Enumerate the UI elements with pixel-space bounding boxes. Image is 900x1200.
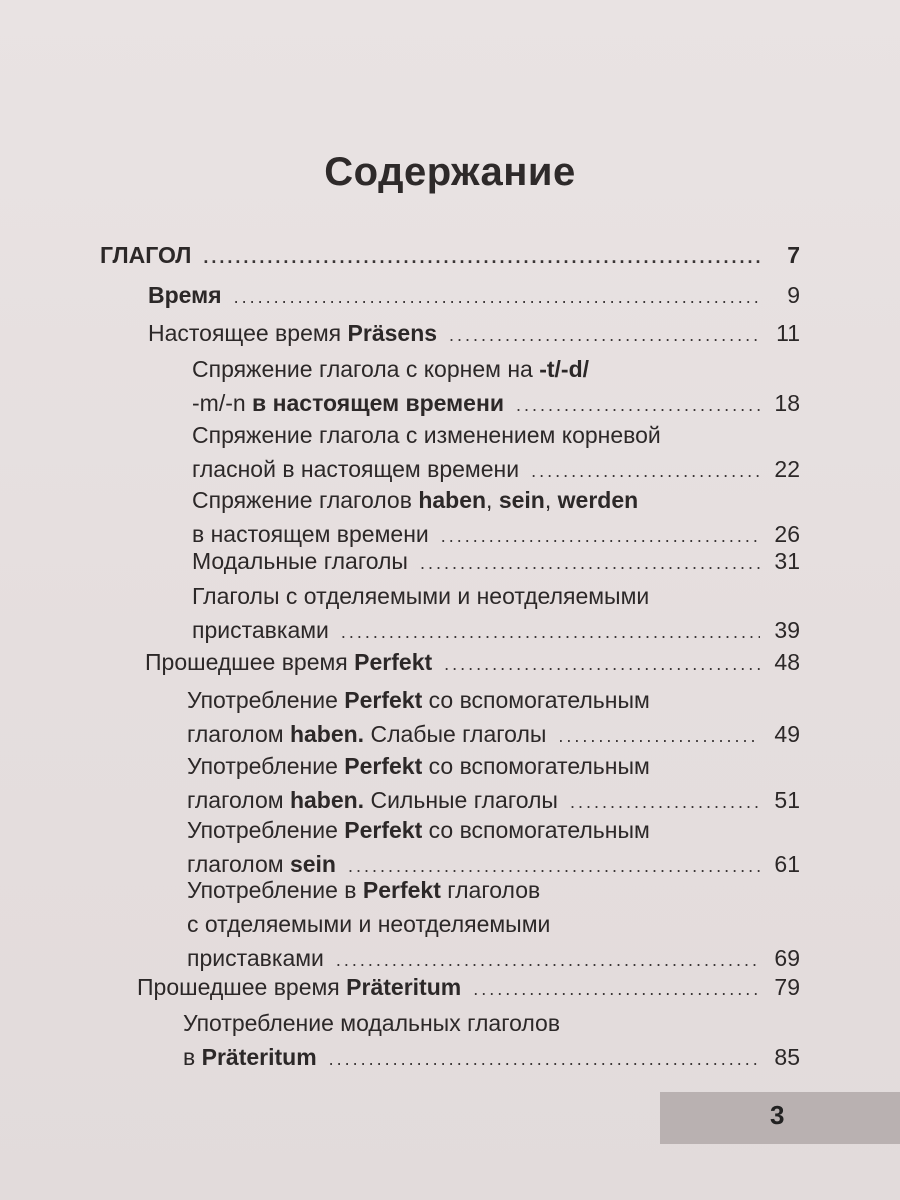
toc-entry [192, 418, 800, 488]
toc-page-number: 26 [774, 521, 800, 547]
toc-entry [183, 1006, 800, 1076]
toc-text-segment: -m/-n [192, 390, 246, 416]
german-term: haben [418, 487, 487, 513]
toc-text-segment: Глаголы с отделяемыми и неотделяемыми [192, 583, 650, 609]
dot-leader [341, 615, 760, 649]
toc-text-segment: Употребление [187, 687, 345, 713]
toc-text-segment: Спряжение глагола с корнем на [192, 356, 540, 382]
toc-text-segment: со вспомогательным [422, 687, 650, 713]
toc-text-segment: глаголом [187, 851, 290, 877]
toc-text-segment: Слабые глаголы [364, 721, 547, 747]
toc-page-number: 69 [774, 945, 800, 971]
toc-text-segment: глаголом [187, 787, 290, 813]
toc-page-number: 31 [774, 548, 800, 574]
dot-leader [444, 647, 760, 681]
dot-leader [420, 546, 760, 580]
toc-page-number: 11 [776, 320, 800, 346]
toc-entry-text [187, 907, 550, 941]
toc-entry-text [192, 613, 329, 647]
toc-text-segment: со вспомогательным [422, 817, 650, 843]
toc-text-segment: , [486, 487, 499, 513]
toc-text-segment: Употребление в [187, 877, 363, 903]
toc-text-segment: Настоящее время [148, 320, 348, 346]
toc-entry-text [192, 452, 519, 486]
dot-leader [203, 240, 760, 274]
toc-page-number: 18 [774, 390, 800, 416]
toc-entry-text [187, 749, 650, 783]
toc-text-segment: Модальные глаголы [192, 548, 408, 574]
toc-entry [187, 683, 800, 753]
toc-entry-text [187, 783, 558, 817]
german-term: Perfekt [344, 753, 423, 779]
toc-text-segment: Прошедшее время [145, 649, 355, 675]
german-term: sein [498, 487, 545, 513]
toc-entry [137, 970, 800, 1006]
toc-entry-text [187, 873, 540, 907]
toc-text-segment: ГЛАГОЛ [100, 242, 192, 268]
toc-text-segment: Употребление модальных глаголов [183, 1010, 561, 1036]
toc-text-segment: , [544, 487, 558, 513]
toc-entry-text [192, 418, 661, 452]
toc-page-number: 61 [774, 851, 800, 877]
german-term: Perfekt [354, 649, 433, 675]
toc-page-number: 9 [787, 282, 800, 308]
dot-leader [473, 972, 760, 1006]
german-term: werden [557, 487, 639, 513]
german-term: Präteritum [346, 974, 462, 1000]
toc-page-number: 79 [774, 974, 800, 1000]
toc-entry-text [100, 238, 191, 272]
toc-page-number: 49 [774, 721, 800, 747]
toc-page-number: 7 [787, 242, 800, 268]
toc-text-segment: в настоящем времени [192, 521, 429, 547]
toc-entry-text [148, 316, 437, 350]
toc-entry-text [192, 544, 408, 578]
toc-entry-text [192, 483, 638, 517]
toc-text-segment: глаголов [440, 877, 541, 903]
dot-leader [329, 1042, 760, 1076]
toc-entry [100, 238, 800, 274]
toc-page-number: 85 [774, 1044, 800, 1070]
toc-entry-text [183, 1006, 560, 1040]
toc-page-number: 51 [774, 787, 800, 813]
toc-page-number: 22 [774, 456, 800, 482]
page-title: Содержание [324, 150, 576, 194]
toc-text-segment: Спряжение глагола с изменением корневой [192, 422, 661, 448]
german-term: Perfekt [362, 877, 441, 903]
dot-leader [449, 318, 760, 352]
toc-entry-text [192, 352, 589, 386]
toc-text-segment: Сильные глаголы [364, 787, 558, 813]
dot-leader [234, 280, 760, 314]
toc-entry-text [183, 1040, 317, 1074]
toc-text-segment: глаголом [187, 721, 290, 747]
german-term: Präteritum [201, 1044, 317, 1070]
toc-page-number: 48 [774, 649, 800, 675]
toc-entry-text [192, 386, 504, 420]
toc-text-segment: со вспомогательным [422, 753, 650, 779]
dot-leader [558, 719, 760, 753]
toc-text-segment: Время [148, 282, 222, 308]
toc-entry [187, 749, 800, 819]
toc-entry [192, 544, 800, 580]
german-term: haben. [289, 787, 365, 813]
toc-text-segment: с отделяемыми и неотделяемыми [187, 911, 551, 937]
german-term: haben. [289, 721, 365, 747]
toc-page-number: 39 [774, 617, 800, 643]
german-term: Perfekt [344, 817, 423, 843]
toc-entry [148, 316, 800, 352]
toc-text-segment: гласной в настоящем времени [192, 456, 520, 482]
toc-text-segment: в [183, 1044, 202, 1070]
toc-entry-text [145, 645, 432, 679]
german-term: sein [289, 851, 336, 877]
page-number-tab [660, 1092, 900, 1144]
toc-entry [145, 645, 800, 681]
toc-entry-text [187, 813, 650, 847]
dot-leader [516, 388, 760, 422]
toc-text-segment: Употребление [187, 817, 345, 843]
toc-text-segment: Прошедшее время [137, 974, 347, 1000]
page-number: 3 [770, 1100, 785, 1130]
toc-text-segment: Употребление [187, 753, 345, 779]
toc-text-segment: приставками [187, 945, 324, 971]
toc-entry-text [192, 579, 649, 613]
toc-entry-text [187, 717, 546, 751]
toc-text-segment: приставками [192, 617, 329, 643]
toc-entry-text [187, 683, 650, 717]
toc-entry [148, 278, 800, 314]
toc-text-segment: Спряжение глаголов [192, 487, 419, 513]
german-term: в настоящем времени [245, 390, 505, 416]
toc-entry-text [148, 278, 222, 312]
german-term: Präsens [347, 320, 438, 346]
toc-entry-text [137, 970, 461, 1004]
toc-entry [192, 483, 800, 553]
german-term: Perfekt [344, 687, 423, 713]
toc-entry [192, 579, 800, 649]
german-term: -t/-d/ [539, 356, 590, 382]
toc-entry [187, 873, 800, 977]
toc-entry [192, 352, 800, 422]
